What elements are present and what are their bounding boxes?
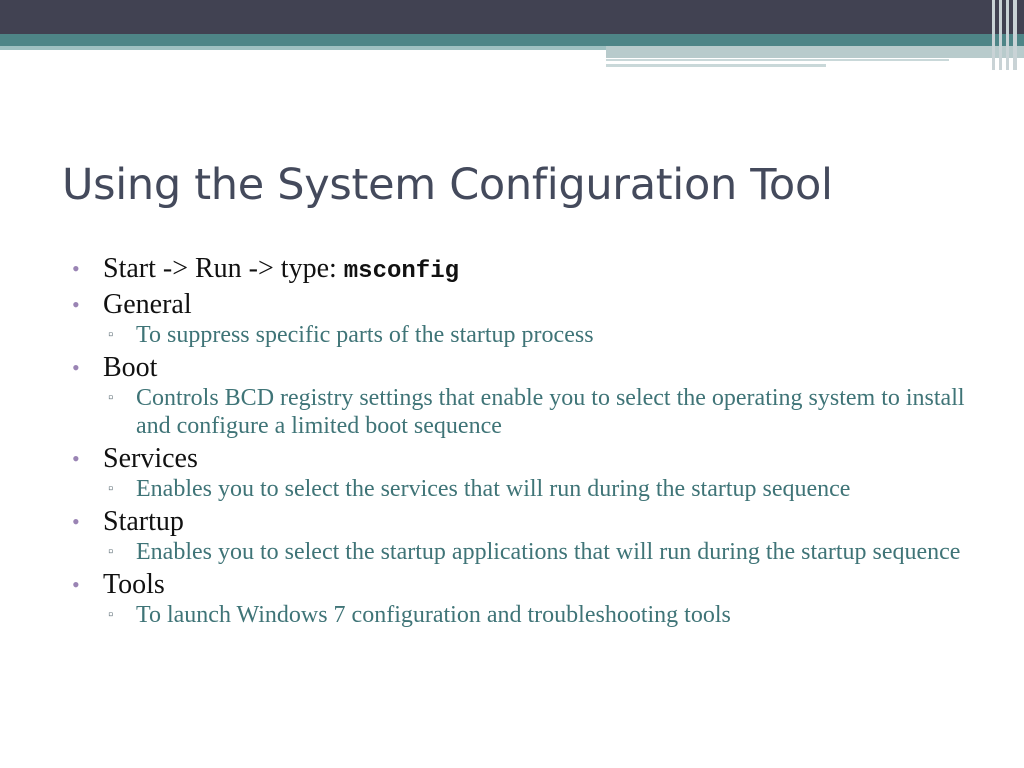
sub-bullet-item [70, 538, 1000, 566]
bullet-item-services [70, 442, 1000, 475]
bullet-dot-icon: • [72, 509, 80, 534]
bullet-text: Tools [103, 569, 165, 600]
bullet-dot-icon: • [72, 355, 80, 380]
bullet-text: Start -> Run -> type: [103, 253, 344, 284]
sub-bullet-item [70, 321, 1000, 349]
command-code: msconfig [343, 258, 459, 285]
sub-bullet-square-icon: ▫ [108, 481, 114, 497]
header-stripes [990, 0, 1024, 70]
bullet-item-boot [70, 351, 1000, 384]
sub-bullet-square-icon: ▫ [108, 544, 114, 560]
sub-bullet-text: To suppress specific parts of the startup process [136, 322, 594, 348]
bullet-item-startup [70, 505, 1000, 538]
bullet-text: Startup [103, 506, 184, 537]
bullet-item-run [70, 252, 1000, 288]
header-band-teal [0, 34, 1024, 46]
bullet-dot-icon: • [72, 292, 80, 317]
sub-bullet-square-icon: ▫ [108, 390, 114, 406]
header-accent-line-short [606, 64, 826, 67]
header-accent-block [606, 46, 1024, 58]
sub-bullet-text: Enables you to select the services that will run during the startup sequence [136, 476, 851, 502]
sub-bullet-item [70, 601, 1000, 629]
bullet-text: Boot [103, 352, 158, 383]
bullet-item-tools [70, 568, 1000, 601]
bullet-text: Services [103, 443, 198, 474]
bullet-list [70, 252, 1000, 631]
sub-bullet-text: Controls BCD registry settings that enable you to select the operating system to install and configure a limited boot sequence [136, 385, 965, 439]
bullet-dot-icon: • [72, 446, 80, 471]
header-band-teal-light [0, 46, 606, 50]
sub-bullet-item [70, 475, 1000, 503]
sub-bullet-square-icon: ▫ [108, 327, 114, 343]
header-band-dark [0, 0, 1024, 34]
sub-bullet-text: Enables you to select the startup applications that will run during the startup sequence [136, 539, 961, 565]
bullet-text: General [103, 289, 192, 320]
sub-bullet-item [70, 384, 1000, 440]
header-accent-line [606, 59, 949, 61]
bullet-dot-icon: • [72, 572, 80, 597]
bullet-dot-icon: • [72, 256, 80, 281]
sub-bullet-square-icon: ▫ [108, 607, 114, 623]
bullet-item-general [70, 288, 1000, 321]
sub-bullet-text: To launch Windows 7 configuration and troubleshooting tools [136, 602, 731, 628]
slide-title: Using the System Configuration Tool [62, 160, 833, 210]
